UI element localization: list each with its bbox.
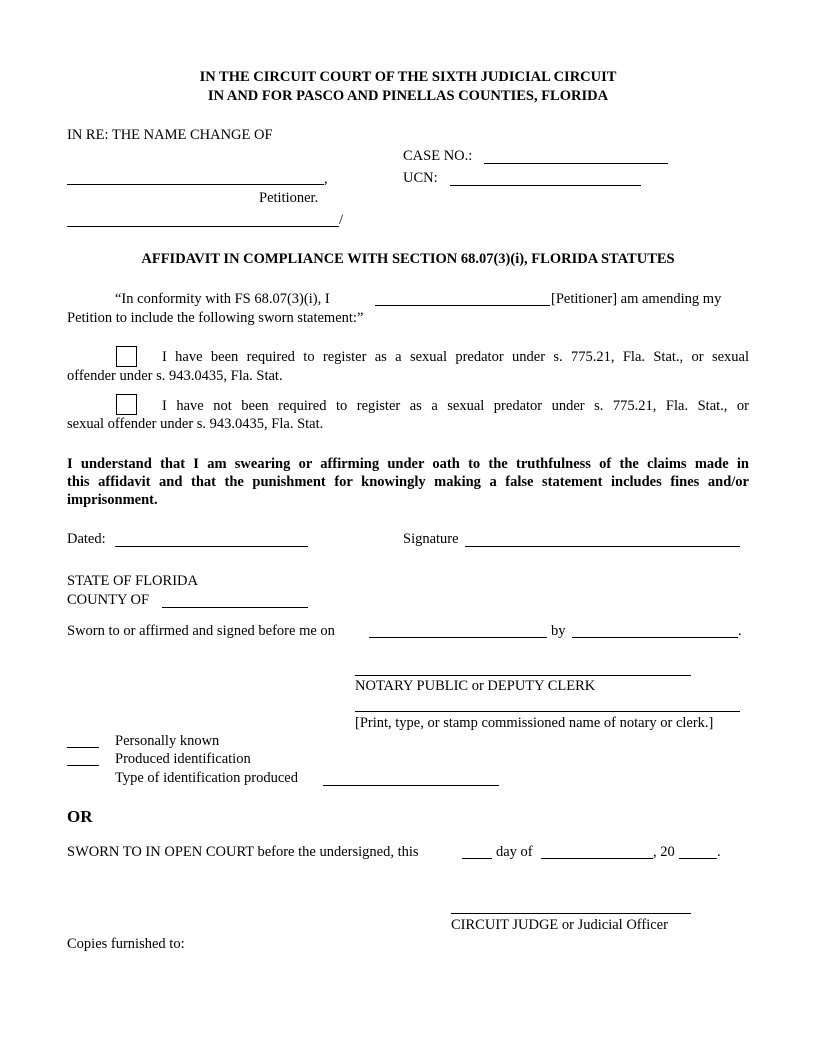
affidavit-title: AFFIDAVIT IN COMPLIANCE WITH SECTION 68.07(3)(i), FLORIDA STATUTES — [141, 251, 675, 267]
id-type-field[interactable] — [323, 785, 499, 786]
case-no-field[interactable] — [484, 163, 668, 164]
produced-id-label: Produced identification — [115, 751, 251, 767]
signature-label: Signature — [403, 531, 459, 547]
dated-field[interactable] — [115, 546, 308, 547]
open-court-text: SWORN TO IN OPEN COURT before the undersigned, this — [67, 844, 419, 860]
option-registered-text-line2: offender under s. 943.0435, Fla. Stat. — [67, 368, 283, 384]
oath-text-line1: I understand that I am swearing or affirming under oath to the truthfulness of the claims made in — [67, 456, 749, 472]
option-not-registered-text-line2: sexual offender under s. 943.0435, Fla. Stat. — [67, 416, 324, 432]
sworn-by-field[interactable] — [572, 637, 738, 638]
caption-slash: / — [339, 212, 344, 228]
petitioner-intro-field[interactable] — [375, 305, 550, 306]
notary-name-field[interactable] — [355, 711, 740, 712]
oath-text-line3: imprisonment. — [67, 492, 158, 508]
sworn-by-label: by — [551, 623, 566, 639]
judge-signature-field[interactable] — [451, 913, 691, 914]
oath-text-line2: this affidavit and that the punishment for knowingly making a false statement includes fines and/or — [67, 474, 749, 490]
open-court-month-field[interactable] — [541, 858, 653, 859]
notary-print-name-label: [Print, type, or stamp commissioned name of notary or clerk.] — [355, 715, 714, 731]
sworn-date-field[interactable] — [369, 637, 547, 638]
produced-id-field[interactable] — [67, 765, 99, 766]
ucn-label: UCN: — [403, 170, 438, 186]
or-heading: OR — [67, 807, 93, 826]
dated-label: Dated: — [67, 531, 106, 547]
id-type-label: Type of identification produced — [115, 770, 298, 786]
sworn-text: Sworn to or affirmed and signed before me on — [67, 623, 335, 639]
option-registered-checkbox[interactable] — [116, 346, 137, 367]
open-court-period: . — [717, 844, 721, 860]
intro-text-part1: “In conformity with FS 68.07(3)(i), I — [115, 291, 330, 307]
in-re-label: IN RE: THE NAME CHANGE OF — [67, 127, 273, 143]
intro-text-line2: Petition to include the following sworn statement:” — [67, 310, 364, 326]
state-label: STATE OF FLORIDA — [67, 573, 198, 589]
judge-title: CIRCUIT JUDGE or Judicial Officer — [451, 917, 668, 933]
caption-closing-line — [67, 226, 339, 227]
petitioner-name-field[interactable] — [67, 184, 324, 185]
signature-field[interactable] — [465, 546, 740, 547]
county-label: COUNTY OF — [67, 592, 150, 608]
caption-comma: , — [324, 171, 328, 187]
open-court-year-field[interactable] — [679, 858, 717, 859]
ucn-field[interactable] — [450, 185, 641, 186]
option-not-registered-checkbox[interactable] — [116, 394, 137, 415]
personally-known-label: Personally known — [115, 733, 220, 749]
court-heading-line1: IN THE CIRCUIT COURT OF THE SIXTH JUDICIAL CIRCUIT — [199, 69, 617, 85]
option-not-registered-text-line1: I have not been required to register as a sexual predator under s. 775.21, Fla. Stat., or — [162, 398, 749, 414]
open-court-day-field[interactable] — [462, 858, 492, 859]
county-field[interactable] — [162, 607, 308, 608]
personally-known-field[interactable] — [67, 747, 99, 748]
sworn-period: . — [738, 623, 742, 639]
open-court-day-of: day of — [496, 844, 533, 860]
case-no-label: CASE NO.: — [403, 148, 473, 164]
court-heading-line2: IN AND FOR PASCO AND PINELLAS COUNTIES, FLORIDA — [207, 88, 609, 104]
intro-text-part2: [Petitioner] am amending my — [551, 291, 722, 307]
notary-signature-field[interactable] — [355, 675, 691, 676]
option-registered-text-line1: I have been required to register as a sexual predator under s. 775.21, Fla. Stat., or sexual — [162, 349, 749, 365]
notary-title: NOTARY PUBLIC or DEPUTY CLERK — [355, 678, 596, 694]
open-court-year-prefix: , 20 — [653, 844, 675, 860]
copies-furnished-label: Copies furnished to: — [67, 936, 185, 952]
petitioner-label: Petitioner. — [259, 190, 319, 206]
